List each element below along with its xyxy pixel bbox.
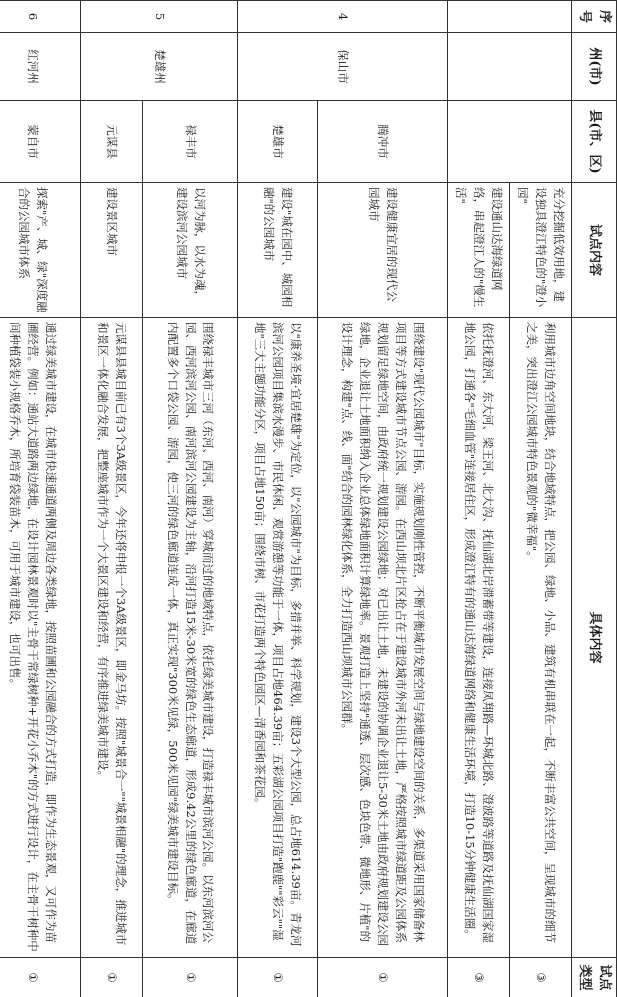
table-row [80, 1, 142, 997]
table-row [142, 1, 237, 997]
table-row [509, 1, 571, 997]
cell-seq: 6 [0, 1, 80, 33]
cell-pilot: 建设景区城市 [80, 183, 142, 318]
cell-city: 楚雄州 [80, 33, 237, 101]
table-header-row [571, 1, 616, 997]
cell-city: 保山市 [237, 33, 447, 101]
table-row [317, 1, 447, 997]
cell-detail: 元谋县县城目前已有3个3A级景区，今年还将申报一个3A级景区，即金马坊。按照"城景合一""城景相融"的理念，推进城市和景区一体化融合发展，把整座城市作为一个大景区建设和经营，有序推进绿美城市建设。 [80, 318, 142, 958]
header-type: 试点类型 [571, 958, 616, 997]
cell-county [447, 101, 571, 183]
cell-pilot: 建设健康宜居的现代公园城市 [317, 183, 447, 318]
cell-seq: 4 [237, 1, 447, 33]
cell-county: 元谋县 [80, 101, 142, 183]
cell-detail: 围绕建设"现代公园城市"目标，实施规划刚性管控，不断平衡城市发展空间与绿地建设空间的关系，多渠道采用国家储备林项目等方式建设城市节点公园、游园。在西山坝北片区抢占在于建设城市外河未出让土地，严格按照城市绿道距及公园体系规划留足绿地空间，由政府统一规划建设公园绿地；对已出让土地，未建设的协调企业退让5-30米土地由政府规划建设公园绿地，企业退让土地面积纳入企业总体绿地面积计算绿地率。景观打造上坚持"通透、层次感、色块色带、微地形、片植"的设计理念，构建"点、线、面"结合的园林绿化体系，全力打造西山坝城市公园群。 [317, 318, 447, 958]
cell-detail: 利用城市边角空间地块，结合地域特点，把公园、绿地、小品、建筑有机串联在一起，不断丰富公共空间，呈现城市的细节之美，突出澄江公园城市特色景观的"微幸福"。 [509, 318, 571, 958]
cell-county: 蒙自市 [0, 101, 80, 183]
cell-type: ① [237, 958, 317, 997]
cell-type: ① [317, 958, 447, 997]
cell-type: ③ [447, 958, 509, 997]
cell-city [447, 33, 571, 101]
cell-type: ① [0, 958, 80, 997]
cell-pilot: 探索"产、城、绿"深度融合的公园城市体系 [0, 183, 80, 318]
cell-type: ③ [509, 958, 571, 997]
cell-seq: 5 [80, 1, 237, 33]
header-pilot: 试点内容 [571, 183, 616, 318]
table-row [237, 1, 317, 997]
cell-type: ① [142, 958, 237, 997]
cell-detail: 围绕禄丰城市三河（东河、西河、南河）穿城而过的地域特点，依托绿美城市建设，打造禄丰城市滨河公园。以东河滨河公园、西河滨河公园、南河滨河公园建设为主轴，沿河打造15米-30米宽的绿色生态廊道，形成9.42公里的绿色廊道，在廊道内配置多个口袋公园、游园，使三河的绿色廊道连成一体，真正实现"300米见绿，500米见园"绿美城市建设目标。 [142, 318, 237, 958]
cell-pilot: 充分挖掘低效用地，建设独具澄江特色的"澄小园" [509, 183, 571, 318]
cell-county: 禄丰市 [142, 101, 237, 183]
cell-county: 腾冲市 [317, 101, 447, 183]
cell-pilot: 以河为脉，以水为魂，建设滨河公园城市 [142, 183, 237, 318]
cell-detail: 通过绿美城市建设，在城市快速通道两侧及周边各类绿地，按照苗圃和公园融合的方式打造，即作为生态景观，又可作为苗圃经营。例如：通站大道路两边绿地，在设计园林景观时以"主骨干常绿树种+开花小乔木"的方式进行设计，在主骨干树种中间种植袋装小规格乔木，所培育袋装苗木，可用于城市建设，也可出售。 [0, 318, 80, 958]
cell-city: 红河州 [0, 33, 80, 101]
cell-type: ① [80, 958, 142, 997]
cell-pilot: 建设通山达海绿道网络，串起澄江人的"慢生活" [447, 183, 509, 318]
cell-seq [447, 1, 571, 33]
header-county: 县(市、区) [571, 101, 616, 183]
header-seq: 序号 [571, 1, 616, 33]
header-city: 州(市) [571, 33, 616, 101]
cell-detail: 依托抚澄河、东大河、梁王河、北大沟、抚仙湖北岸滞蓄带等建设，连接凤翔路—环城北路、澄波路等道路及抚仙湖国家湿地公园，打通各"毛细血管"连接居住区，形成澄江特有的通山达海绿道网络和健康生活环境，打造10-15分钟健康生活圈。 [447, 318, 509, 958]
cell-county: 楚雄市 [237, 101, 317, 183]
table-row [0, 1, 80, 997]
cell-pilot: 建设"城在园中、城园相融"的公园城市 [237, 183, 317, 318]
header-detail: 具体内容 [571, 318, 616, 958]
cell-detail: 以"康养圣境·宜居楚雄"为定位，以"公园城市"为目标，多措并举、科学规划，建设3个大型公园，总占地614.39亩。青龙河滨河公园项目集滨水漫步、市民休闲、观赏游憩等功能于一体，项目占地464.39亩；五彩湖公园项目打造"跑鹿""彩云""湿地"三大主题功能分区，项目占地150亩；围绕市树、市花打造两个特色园区—清香园和茶花园。 [237, 318, 317, 958]
